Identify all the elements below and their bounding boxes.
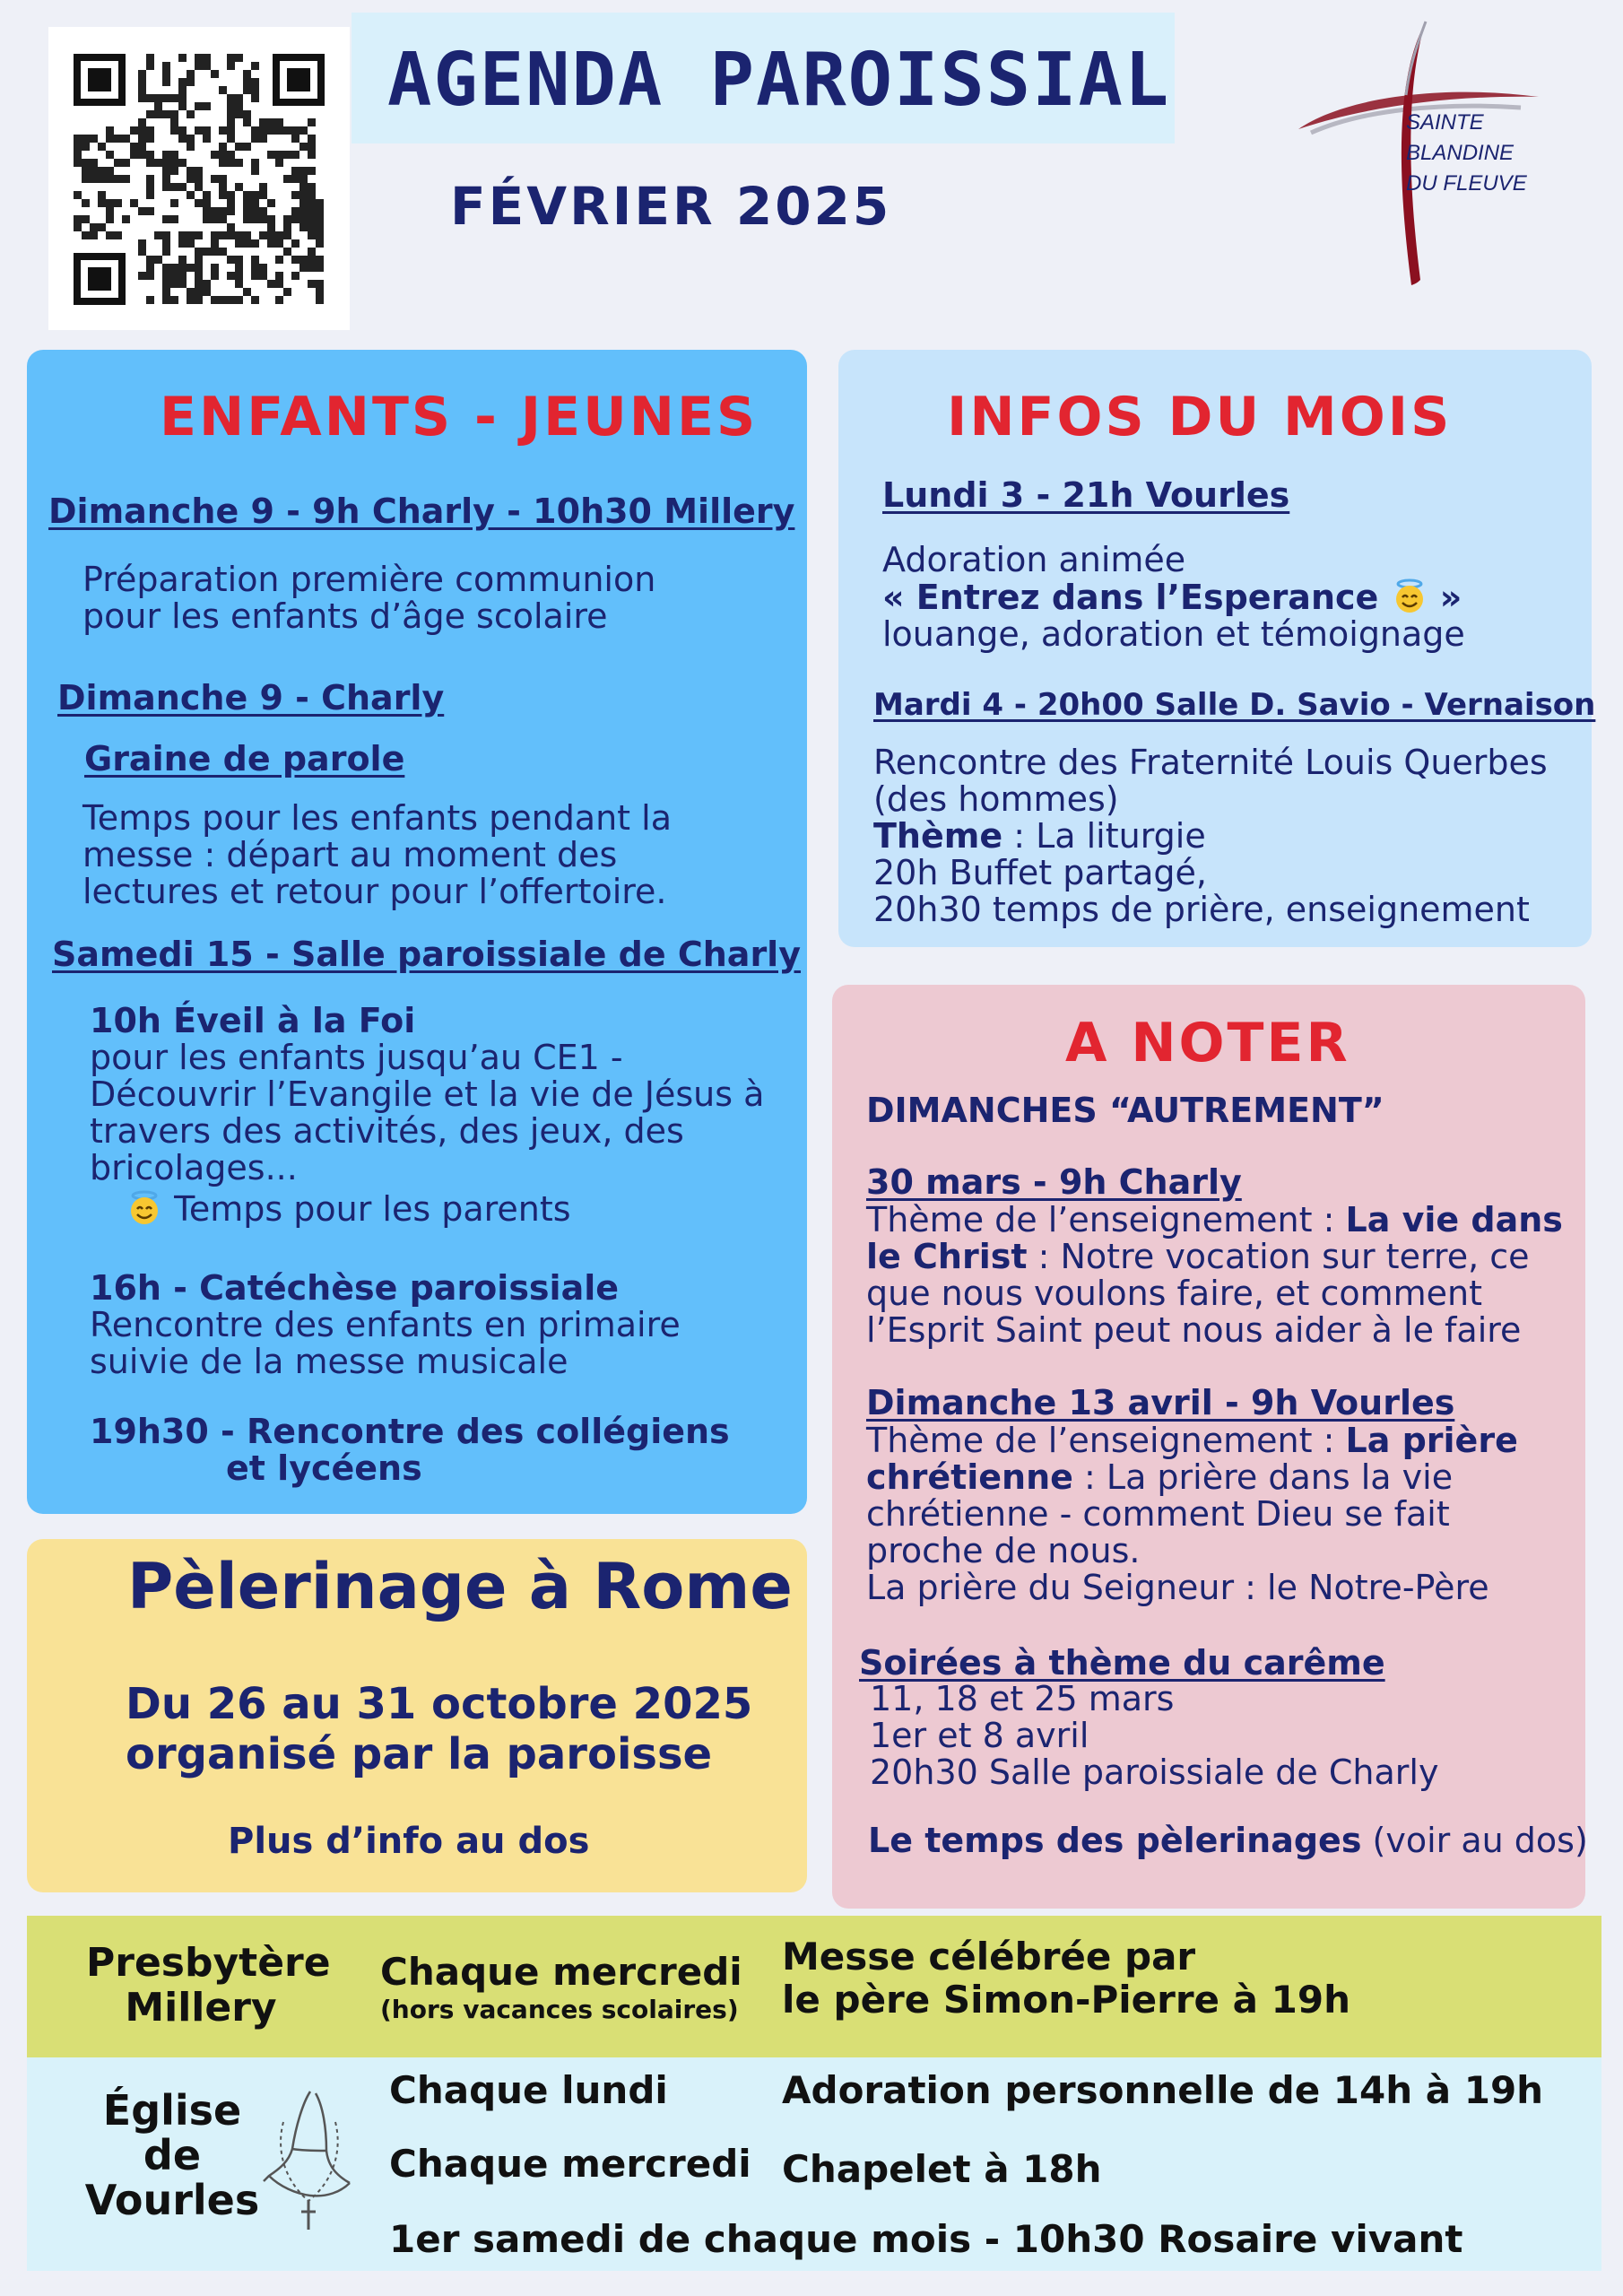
millery-when: Chaque mercredi: [380, 1950, 742, 1994]
rome-title: Pèlerinage à Rome: [127, 1550, 793, 1623]
text-line: [866, 1459, 1518, 1496]
enfants-event-3-date: Samedi 15 - Salle paroissiale de Charly: [52, 935, 801, 974]
catechese-title: 16h - Catéchèse paroissiale: [90, 1268, 620, 1308]
text-line: louange, adoration et témoignage: [882, 614, 1465, 654]
infos-event-2-text: [873, 744, 1548, 928]
text-line: de: [143, 2131, 202, 2179]
vourles-row-2-what: Chapelet à 18h: [782, 2147, 1102, 2191]
vourles-place: [75, 2088, 269, 2222]
text-line: [866, 1239, 1563, 1275]
smiley-halo-icon: [1391, 578, 1428, 614]
text-line: 20h Buffet partagé,: [873, 853, 1208, 892]
qr-code-icon: [48, 27, 350, 330]
text-line: travers des activités, des jeux, des: [90, 1111, 684, 1151]
text-line: l’Esprit Saint peut nous aider à le faire: [866, 1310, 1522, 1350]
vourles-row-1-when: Chaque lundi: [389, 2068, 668, 2112]
text-line: Temps pour les enfants pendant la: [82, 798, 673, 838]
text-line: bricolages...: [90, 1148, 298, 1187]
millery-when-note: (hors vacances scolaires): [380, 1995, 739, 2024]
theme-title: La vie dans: [1345, 1200, 1563, 1239]
noter-event-1-date: 30 mars - 9h Charly: [866, 1162, 1242, 1202]
text-line: messe : départ au moment des: [82, 835, 618, 874]
enfants-event-2-date: Dimanche 9 - Charly: [57, 678, 445, 718]
text-span: : La prière dans la vie: [1072, 1457, 1454, 1497]
adoration-title-open: « Entrez dans l’Esperance: [882, 578, 1379, 617]
text-line: Presbytère: [86, 1940, 331, 1986]
text-line: organisé par la paroisse: [126, 1729, 713, 1779]
infos-event-1-date: Lundi 3 - 21h Vourles: [882, 475, 1290, 515]
noter-event-2-text: [866, 1422, 1518, 1606]
vourles-row-1-what: Adoration personnelle de 14h à 19h: [782, 2068, 1544, 2112]
noter-pelerinages-line: [868, 1822, 1588, 1859]
theme-title: le Christ: [866, 1237, 1028, 1276]
text-line: Millery: [125, 1985, 277, 2031]
text-line: Messe célébrée par: [782, 1935, 1196, 1979]
noter-careme-text: [870, 1681, 1438, 1791]
adoration-title-close: »: [1439, 578, 1462, 617]
text-line: 1er et 8 avril: [870, 1716, 1089, 1755]
page-month: FÉVRIER 2025: [450, 176, 892, 237]
pelerinages-title: Le temps des pèlerinages: [868, 1821, 1362, 1860]
theme-title: chrétienne: [866, 1457, 1073, 1497]
theme-label: Thème: [873, 816, 1003, 856]
millery-place: [86, 1940, 331, 2031]
text-line: Rencontre des enfants en primaire: [90, 1305, 681, 1344]
infos-event-2-date: Mardi 4 - 20h00 Salle D. Savio - Vernaison: [873, 687, 1596, 723]
pelerinages-note: (voir au dos): [1361, 1821, 1588, 1860]
text-line: 20h30 temps de prière, enseignement: [873, 890, 1530, 929]
text-line: le père Simon-Pierre à 19h: [782, 1978, 1350, 2022]
text-line: lectures et retour pour l’offertoire.: [82, 872, 667, 911]
text-span: Thème de l’enseignement :: [866, 1200, 1346, 1239]
vourles-row-2-when: Chaque mercredi: [389, 2142, 751, 2186]
vourles-row-3: 1er samedi de chaque mois - 10h30 Rosaire vivant: [389, 2217, 1463, 2261]
text-line: suivie de la messe musicale: [90, 1342, 568, 1381]
text-line: La prière du Seigneur : le Notre-Père: [866, 1568, 1489, 1607]
enfants-eveil-block: [90, 1003, 764, 1228]
text-line: Église: [102, 2086, 242, 2135]
logo-line: DU FLEUVE: [1406, 171, 1527, 196]
text-line: proche de nous.: [866, 1531, 1141, 1570]
enfants-collegiens-block: [90, 1413, 730, 1487]
text-line: [866, 1422, 1518, 1459]
millery-what: [782, 1935, 1350, 2022]
noter-careme-title: Soirées à thème du carême: [859, 1643, 1385, 1683]
noter-heading: A NOTER: [1065, 1012, 1350, 1074]
parents-line: [90, 1190, 764, 1228]
praying-hands-rosary-icon: [256, 2086, 355, 2231]
enfants-event-2-subtitle: Graine de parole: [84, 739, 405, 778]
qr-code: [48, 27, 350, 330]
text-line: Rencontre des Fraternité Louis Querbes: [873, 743, 1548, 782]
enfants-event-2-text: [82, 800, 672, 910]
logo-text: [1406, 108, 1527, 199]
text-line: (des hommes): [873, 779, 1119, 819]
noter-event-2-date: Dimanche 13 avril - 9h Vourles: [866, 1383, 1455, 1422]
text-line: Vourles: [84, 2176, 260, 2224]
theme-value: : La liturgie: [1002, 816, 1206, 856]
text-span: : Notre vocation sur terre, ce: [1027, 1237, 1530, 1276]
infos-event-1-text: [882, 542, 1465, 653]
eveil-title: 10h Éveil à la Foi: [90, 1001, 416, 1040]
page-title: AGENDA PAROISSIAL: [387, 38, 1171, 123]
enfants-event-1-date: Dimanche 9 - 9h Charly - 10h30 Millery: [48, 491, 795, 531]
text-line: 11, 18 et 25 mars: [870, 1679, 1175, 1718]
text-line: 19h30 - Rencontre des collégiens: [90, 1412, 730, 1451]
text-line: et lycéens: [226, 1448, 422, 1488]
noter-event-1-text: [866, 1202, 1563, 1349]
text-line: [866, 1202, 1563, 1239]
text-line: Adoration animée: [882, 540, 1186, 579]
theme-title: La prière: [1345, 1421, 1518, 1460]
text-line: Préparation première communion: [82, 560, 656, 599]
infos-heading: INFOS DU MOIS: [947, 386, 1453, 448]
rome-dates: [126, 1679, 752, 1779]
text-line: [873, 818, 1548, 855]
enfants-event-1-text: [82, 561, 655, 635]
text-line: Découvrir l’Evangile et la vie de Jésus à: [90, 1074, 765, 1114]
text-line: pour les enfants jusqu’au CE1 -: [90, 1038, 623, 1077]
enfants-heading: ENFANTS - JEUNES: [160, 386, 759, 448]
text-span: Thème de l’enseignement :: [866, 1421, 1346, 1460]
text-line: chrétienne - comment Dieu se fait: [866, 1494, 1450, 1534]
text-line: Du 26 au 31 octobre 2025: [126, 1679, 753, 1729]
rome-more-info: Plus d’info au dos: [228, 1821, 590, 1862]
text-line: pour les enfants d’âge scolaire: [82, 596, 608, 636]
enfants-catechese-block: [90, 1270, 681, 1380]
text-line: [882, 578, 1465, 616]
parents-text: Temps pour les parents: [174, 1189, 571, 1229]
smiley-halo-icon: [126, 1190, 163, 1226]
logo-line: BLANDINE: [1406, 141, 1515, 165]
logo-line: SAINTE: [1406, 110, 1484, 135]
noter-subheading: DIMANCHES “AUTREMENT”: [866, 1091, 1384, 1130]
text-line: 20h30 Salle paroissiale de Charly: [870, 1752, 1439, 1792]
text-line: que nous voulons faire, et comment: [866, 1274, 1482, 1313]
